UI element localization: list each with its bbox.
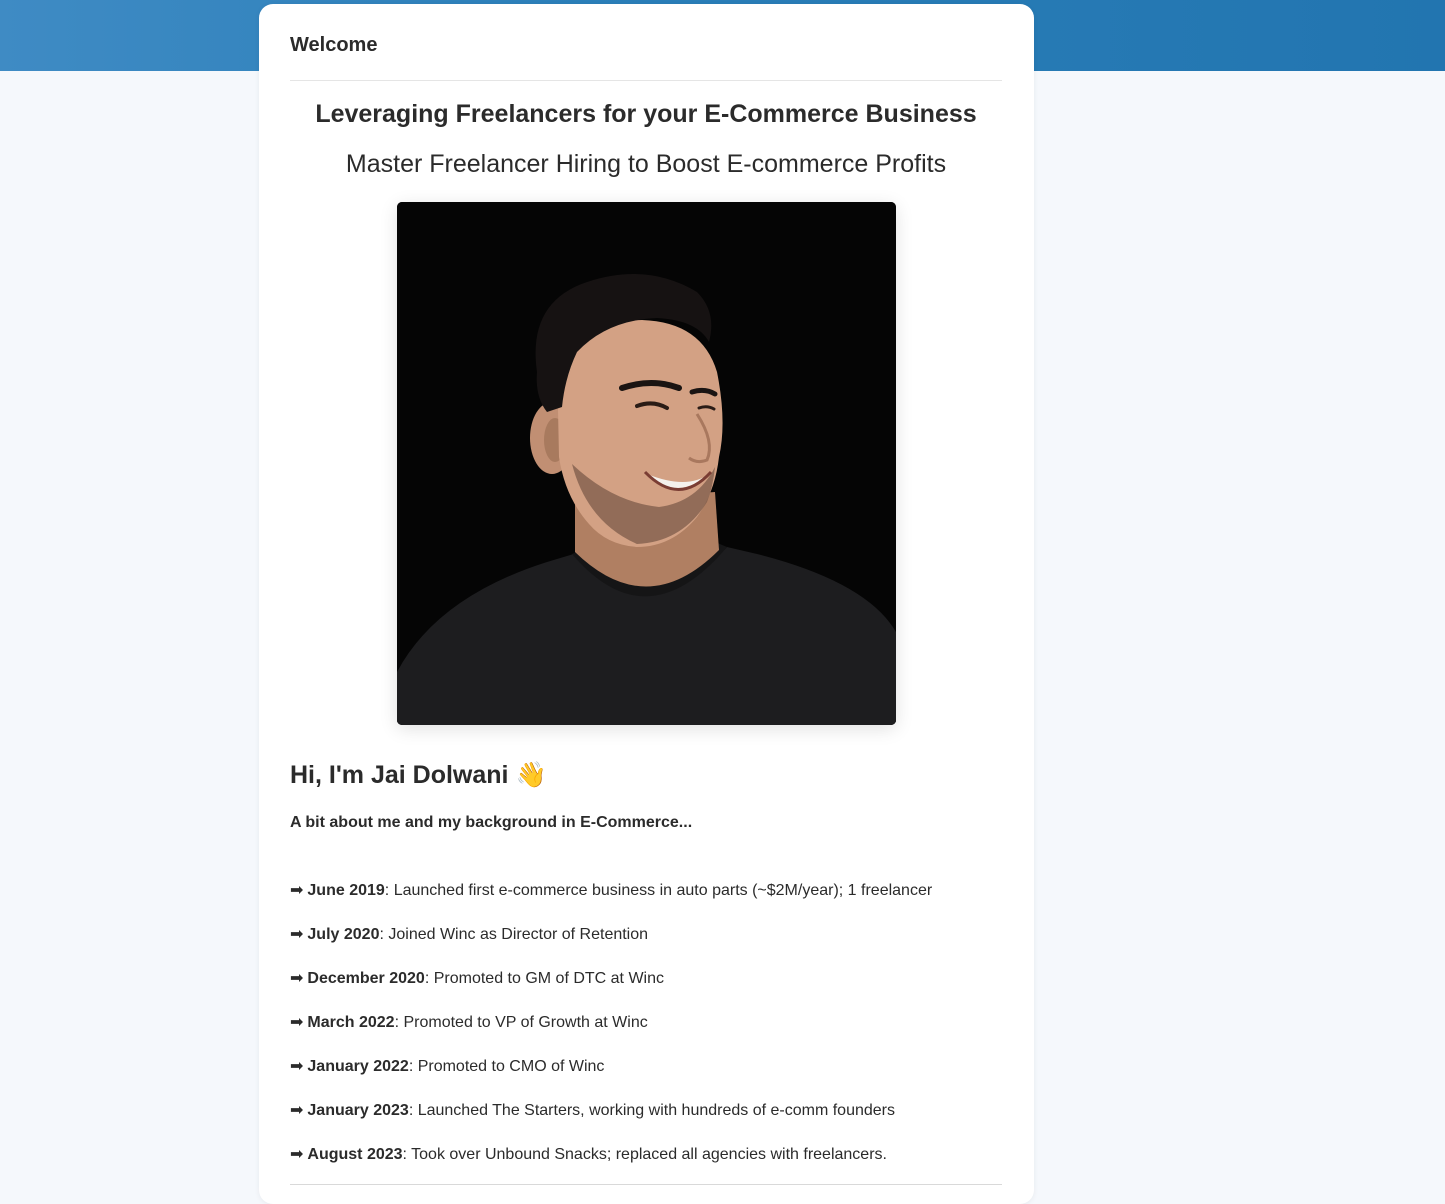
waving-hand-icon: 👋	[515, 761, 547, 789]
timeline-date: January 2022	[307, 1058, 409, 1075]
right-arrow-icon: ➡	[290, 882, 304, 899]
header-divider	[290, 80, 1002, 81]
right-arrow-icon: ➡	[290, 926, 304, 943]
timeline-date: December 2020	[307, 970, 425, 987]
career-timeline	[290, 880, 1010, 1188]
timeline-date: March 2022	[307, 1014, 395, 1031]
timeline-text: : Promoted to GM of DTC at Winc	[424, 970, 664, 987]
course-subtitle: Master Freelancer Hiring to Boost E-commerce Profits	[345, 150, 947, 178]
timeline-item	[290, 1100, 1010, 1144]
instructor-photo	[397, 202, 896, 725]
right-arrow-icon: ➡	[290, 970, 304, 987]
timeline-item	[290, 1012, 1010, 1056]
right-arrow-icon: ➡	[290, 1102, 304, 1119]
timeline-item	[290, 1144, 1010, 1188]
card-title: Welcome	[290, 34, 378, 56]
timeline-item	[290, 880, 1010, 924]
timeline-text: : Took over Unbound Snacks; replaced all agencies with freelancers.	[402, 1146, 887, 1163]
right-arrow-icon: ➡	[290, 1014, 304, 1031]
intro-subheading: A bit about me and my background in E-Commerce...	[290, 814, 693, 831]
timeline-text: : Joined Winc as Director of Retention	[379, 926, 649, 943]
timeline-item	[290, 1056, 1010, 1100]
intro-heading-text: Hi, I'm Jai Dolwani	[290, 761, 509, 789]
right-arrow-icon: ➡	[290, 1058, 304, 1075]
timeline-date: July 2020	[307, 926, 380, 943]
timeline-date: January 2023	[307, 1102, 409, 1119]
welcome-card	[259, 4, 1034, 1204]
intro-heading	[290, 761, 547, 790]
timeline-text: : Launched The Starters, working with hundreds of e-comm founders	[408, 1102, 895, 1119]
course-title: Leveraging Freelancers for your E-Commerce Business	[315, 100, 977, 128]
timeline-item	[290, 968, 1010, 1012]
timeline-text: : Promoted to VP of Growth at Winc	[394, 1014, 648, 1031]
timeline-date: August 2023	[307, 1146, 403, 1163]
timeline-date: June 2019	[307, 882, 385, 899]
section-divider	[290, 1184, 1002, 1185]
right-arrow-icon: ➡	[290, 1146, 304, 1163]
timeline-item	[290, 924, 1010, 968]
timeline-text: : Promoted to CMO of Winc	[408, 1058, 605, 1075]
timeline-text: : Launched first e-commerce business in auto parts (~$2M/year); 1 freelancer	[384, 882, 933, 899]
